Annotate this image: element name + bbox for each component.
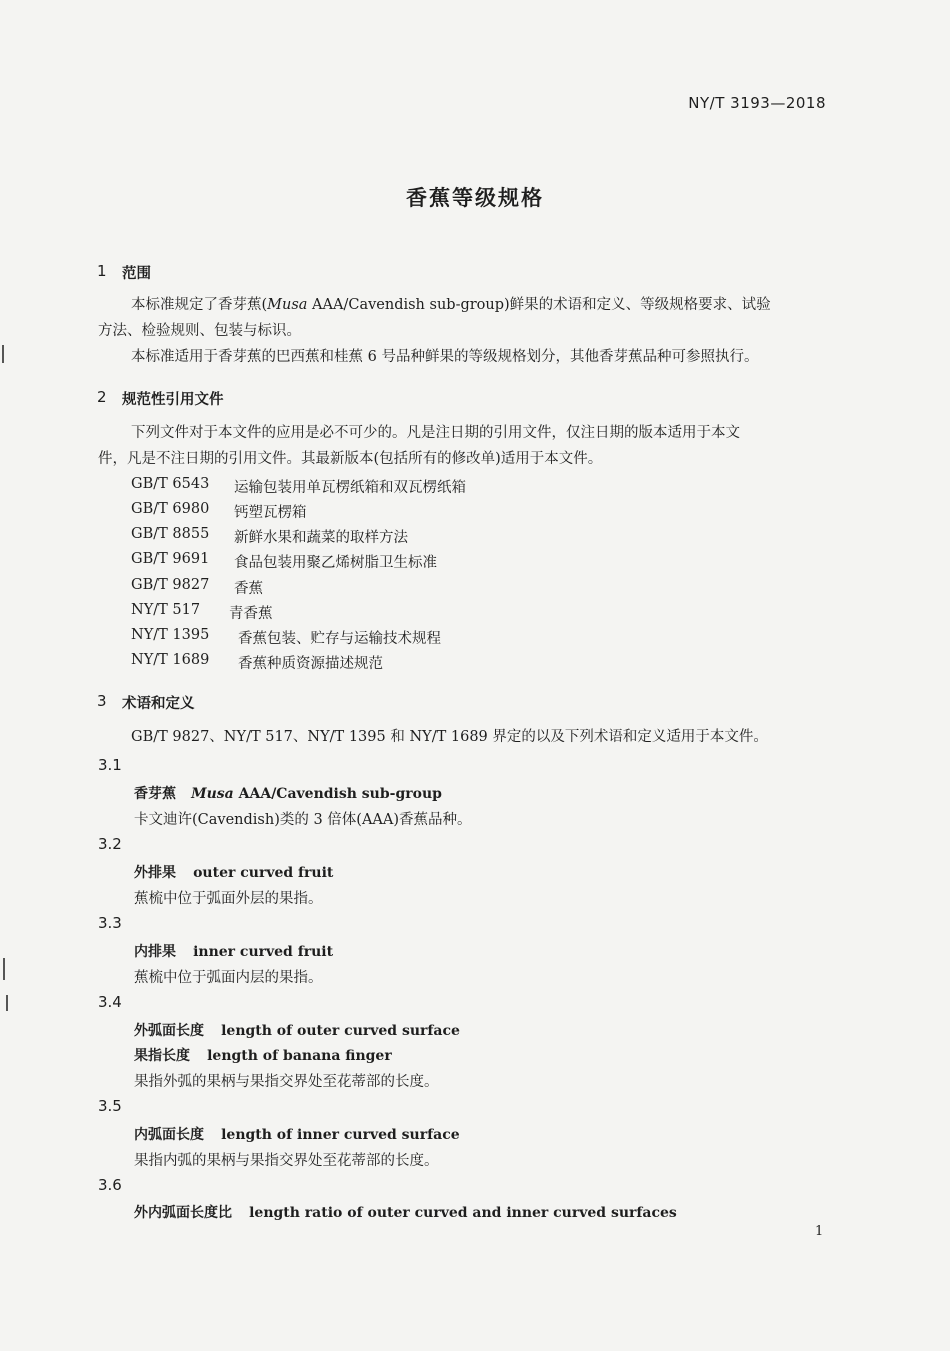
ref-name: 香蕉包装、贮存与运输技术规程 [238, 631, 441, 647]
ref-code: NY/T 517 [131, 602, 201, 618]
section-title: 规范性引用文件 [122, 392, 224, 408]
term-definition: 卡文迪许(Cavendish)类的 3 倍体(AAA)香蕉品种。 [134, 812, 472, 828]
section-number: 2 [97, 388, 107, 406]
ref-code: GB/T 9827 [131, 577, 210, 593]
paragraph: 本标准规定了香芽蕉(Musa AAA/Cavendish sub-group)鲜果的术语和定义、等级规格要求、试验 [131, 297, 771, 313]
paragraph: 下列文件对于本文件的应用是必不可少的。凡是注日期的引用文件，仅注日期的版本适用于本文 [131, 425, 740, 441]
term-heading: 外内弧面长度比 length ratio of outer curved and inner curved surfaces [134, 1205, 677, 1221]
ref-name: 运输包装用单瓦楞纸箱和双瓦楞纸箱 [234, 480, 466, 496]
term-heading: 外排果 outer curved fruit [134, 865, 334, 881]
term-definition: 果指外弧的果柄与果指交界处至花蒂部的长度。 [134, 1074, 439, 1090]
term-heading: 香芽蕉 Musa AAA/Cavendish sub-group [134, 786, 442, 802]
paragraph: GB/T 9827、NY/T 517、NY/T 1395 和 NY/T 1689 界定的以及下列术语和定义适用于本文件。 [131, 729, 768, 745]
ref-name: 青香蕉 [229, 606, 273, 622]
term-number: 3.2 [98, 835, 122, 853]
ref-code: GB/T 9691 [131, 551, 210, 567]
section-title: 范围 [122, 266, 151, 282]
term-heading: 外弧面长度 length of outer curved surface [134, 1023, 460, 1039]
term-heading: 内弧面长度 length of inner curved surface [134, 1127, 460, 1143]
term-heading-alt: 果指长度 length of banana finger [134, 1048, 392, 1064]
term-number: 3.4 [98, 993, 122, 1011]
ref-code: GB/T 6980 [131, 501, 210, 517]
scan-mark [2, 345, 4, 363]
term-heading: 内排果 inner curved fruit [134, 944, 334, 960]
term-definition: 蕉梳中位于弧面内层的果指。 [134, 970, 323, 986]
term-number: 3.5 [98, 1097, 122, 1115]
term-number: 3.3 [98, 914, 122, 932]
ref-code: NY/T 1395 [131, 627, 210, 643]
ref-name: 香蕉 [234, 581, 263, 597]
ref-code: NY/T 1689 [131, 652, 210, 668]
page-title: 香蕉等级规格 [406, 186, 544, 210]
scan-mark [3, 958, 5, 980]
standard-code: NY/T 3193—2018 [688, 94, 826, 112]
paragraph: 本标准适用于香芽蕉的巴西蕉和桂蕉 6 号品种鲜果的等级规格划分，其他香芽蕉品种可参照执行。 [131, 349, 759, 365]
ref-code: GB/T 6543 [131, 476, 210, 492]
paragraph: 方法、检验规则、包装与标识。 [98, 323, 301, 339]
ref-name: 新鲜水果和蔬菜的取样方法 [234, 530, 408, 546]
term-definition: 蕉梳中位于弧面外层的果指。 [134, 891, 323, 907]
term-number: 3.1 [98, 756, 122, 774]
section-number: 1 [97, 262, 107, 280]
ref-name: 钙塑瓦楞箱 [234, 505, 307, 521]
section-title: 术语和定义 [122, 696, 195, 712]
scan-mark [6, 995, 8, 1011]
page-number: 1 [815, 1224, 824, 1239]
term-number: 3.6 [98, 1176, 122, 1194]
ref-code: GB/T 8855 [131, 526, 210, 542]
ref-name: 食品包装用聚乙烯树脂卫生标准 [234, 555, 437, 571]
term-definition: 果指内弧的果柄与果指交界处至花蒂部的长度。 [134, 1153, 439, 1169]
ref-name: 香蕉种质资源描述规范 [238, 656, 383, 672]
section-number: 3 [97, 692, 107, 710]
paragraph: 件，凡是不注日期的引用文件。其最新版本(包括所有的修改单)适用于本文件。 [98, 451, 603, 467]
